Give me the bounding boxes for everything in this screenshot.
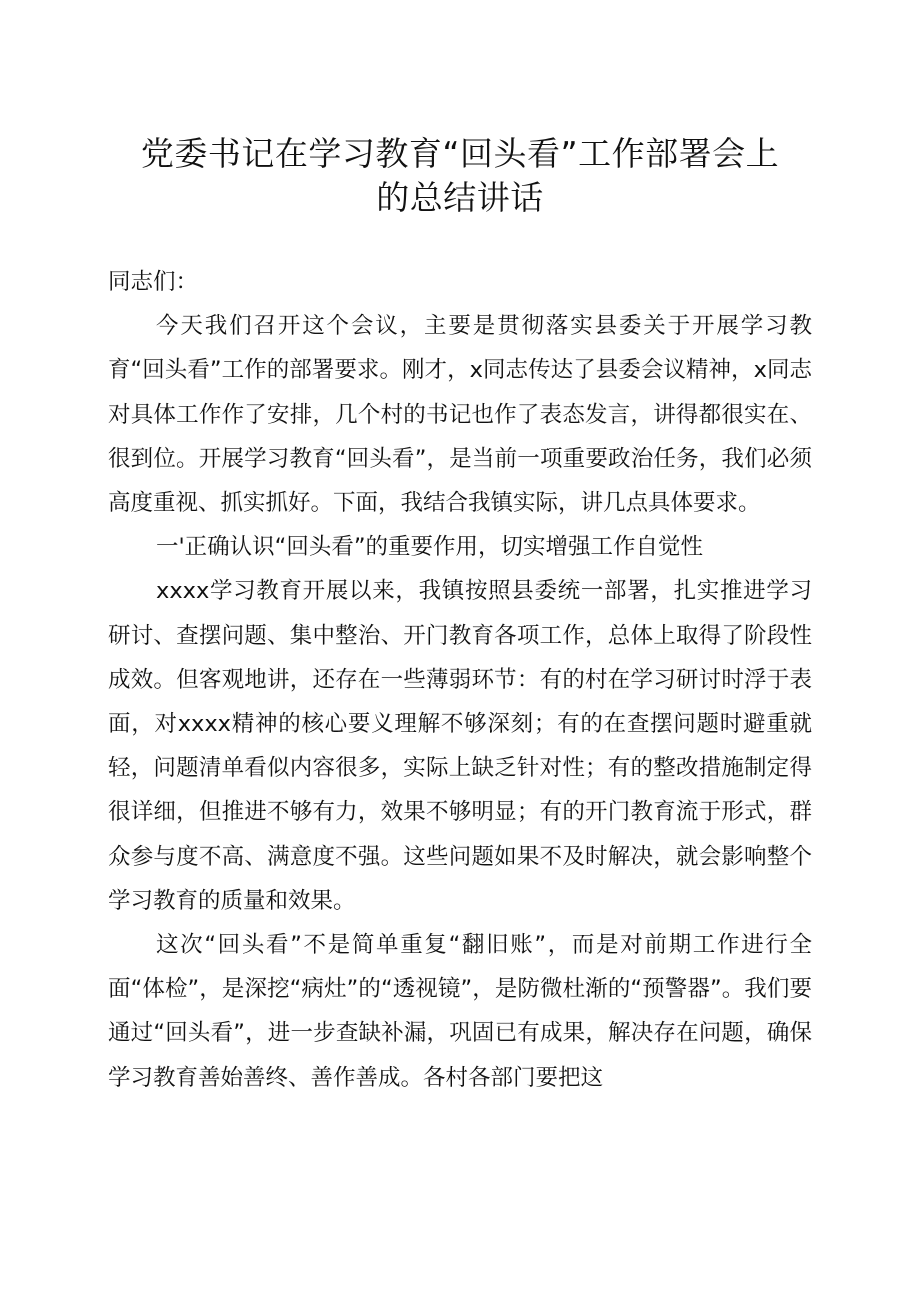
document-title-line-2: 的总结讲话 bbox=[376, 178, 544, 217]
paragraph-progress: xxxx学习教育开展以来，我镇按照县委统一部署，扎实推进学习研讨、查摆问题、集中整治、开门教育各项工作，总体上取得了阶段性成效。但客观地讲，还存在一些薄弱环节：有的村在学习研讨时浮于表面，对xxxx精神的核心要义理解不够深刻；有的在查摆问题时避重就轻，问题清单看似内容很多，实际上缺乏针对性；有的整改措施制定得很详细，但推进不够有力，效果不够明显；有的开门教育流于形式，群众参与度不高、满意度不强。这些问题如果不及时解决，就会影响整个学习教育的质量和效果。 bbox=[108, 578, 812, 914]
paragraph-review: 这次“回头看”不是简单重复“翻旧账”，而是对前期工作进行全面“体检”，是深挖“病灶”的“透视镜”，是防微杜渐的“预警器”。我们要通过“回头看”，进一步查缺补漏，巩固已有成果，解决存在问题，确保学习教育善始善终、善作善成。各村各部门要把这 bbox=[108, 932, 812, 1091]
section-heading-1: 一'正确认识“回头看”的重要作用，切实增强工作自觉性 bbox=[156, 534, 703, 561]
document-title-line-1: 党委书记在学习教育“回头看”工作部署会上 bbox=[140, 134, 780, 173]
paragraph-intro: 今天我们召开这个会议，主要是贯彻落实县委关于开展学习教育“回头看”工作的部署要求。刚才，x同志传达了县委会议精神，x同志对具体工作作了安排，几个村的书记也作了表态发言，讲得都很实在、很到位。开展学习教育“回头看”，是当前一项重要政治任务，我们必须高度重视、抓实抓好。下面，我结合我镇实际，讲几点具体要求。 bbox=[108, 313, 812, 517]
document-body bbox=[108, 260, 812, 1100]
salutation: 同志们： bbox=[108, 269, 199, 295]
